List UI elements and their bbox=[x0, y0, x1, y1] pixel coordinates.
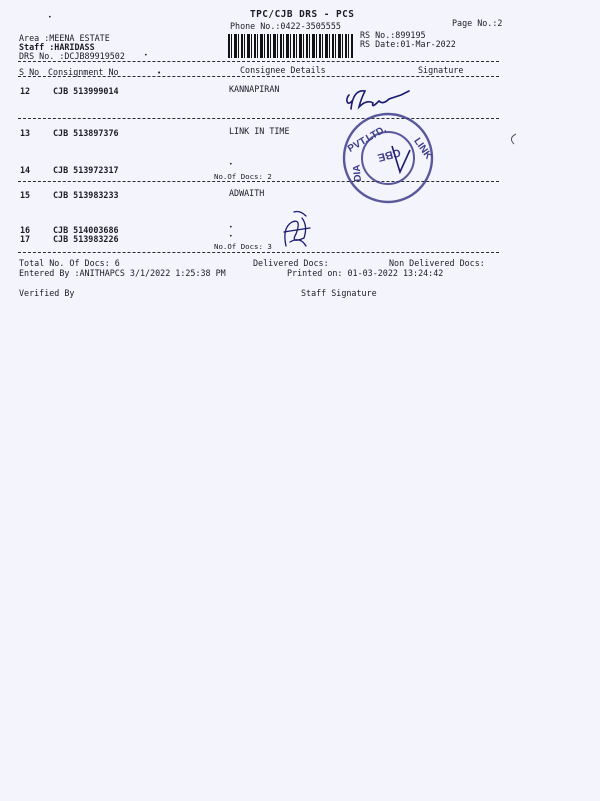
dot-mark: • bbox=[144, 52, 148, 59]
header-divider bbox=[18, 61, 499, 62]
total-docs: Total No. Of Docs: 6 bbox=[19, 258, 120, 268]
dot-mark: • bbox=[229, 224, 233, 231]
dot-mark: • bbox=[229, 233, 233, 240]
row-sno: 15 bbox=[20, 190, 31, 200]
column-dot-mark: • bbox=[157, 69, 162, 77]
delivered-docs: Delivered Docs: bbox=[253, 258, 329, 268]
col-sno: S No bbox=[19, 67, 40, 77]
phone-number: Phone No.:0422-3505555 bbox=[230, 21, 341, 31]
stamp-top-text: PVT.LTD. bbox=[346, 123, 389, 155]
page-number: Page No.:2 bbox=[452, 18, 503, 28]
row-sno: 17 bbox=[20, 234, 31, 244]
drs-number: DRS No. :DCJB89919502 bbox=[19, 51, 125, 61]
dot-mark: • bbox=[229, 161, 233, 168]
table-bottom-divider bbox=[18, 252, 499, 253]
col-consignment: Consignment No bbox=[48, 67, 119, 77]
company-stamp bbox=[340, 110, 436, 206]
col-signature: Signature bbox=[418, 65, 464, 75]
row-sno: 12 bbox=[20, 86, 31, 96]
verified-by: Verified By bbox=[19, 288, 75, 298]
row-consignment: CJB 513983226 bbox=[53, 234, 119, 244]
stamp-left-text: DIA bbox=[351, 164, 365, 183]
signature-mark bbox=[276, 208, 316, 252]
entered-by: Entered By :ANITHAPCS 3/1/2022 1:25:38 PM bbox=[19, 268, 226, 278]
dot-mark: • bbox=[48, 14, 52, 21]
row-consignment: CJB 513972317 bbox=[53, 165, 119, 175]
printed-on: Printed on: 01-03-2022 13:24:42 bbox=[287, 268, 444, 278]
non-delivered-docs: Non Delivered Docs: bbox=[389, 258, 485, 268]
row-sno: 13 bbox=[20, 128, 31, 138]
barcode-image bbox=[228, 34, 353, 58]
row-consignee: LINK IN TIME bbox=[229, 126, 290, 136]
report-title: TPC/CJB DRS - PCS bbox=[250, 9, 355, 20]
row-consignment: CJB 513999014 bbox=[53, 86, 119, 96]
stamp-center-text: CBE bbox=[376, 145, 402, 164]
docs-count-note: No.Of Docs: 3 bbox=[214, 242, 272, 251]
col-consignee: Consignee Details bbox=[240, 65, 326, 75]
rs-number: RS No.:899195 bbox=[360, 30, 426, 40]
row-sno: 16 bbox=[20, 225, 31, 235]
row-consignment: CJB 514003686 bbox=[53, 225, 119, 235]
pen-mark bbox=[506, 132, 520, 146]
row-consignment: CJB 513897376 bbox=[53, 128, 119, 138]
row-consignee: KANNAPIRAN bbox=[229, 84, 280, 94]
stamp-right-text: LINK bbox=[411, 136, 434, 162]
area-label: Area :MEENA ESTATE bbox=[19, 33, 110, 43]
row-consignee: ADWAITH bbox=[229, 188, 265, 198]
column-header-divider bbox=[18, 76, 499, 77]
row-consignment: CJB 513983233 bbox=[53, 190, 119, 200]
staff-signature: Staff Signature bbox=[301, 288, 377, 298]
row-sno: 14 bbox=[20, 165, 31, 175]
docs-count-note: No.Of Docs: 2 bbox=[214, 172, 272, 181]
staff-label: Staff :HARIDASS bbox=[19, 42, 95, 52]
rs-date: RS Date:01-Mar-2022 bbox=[360, 39, 456, 49]
